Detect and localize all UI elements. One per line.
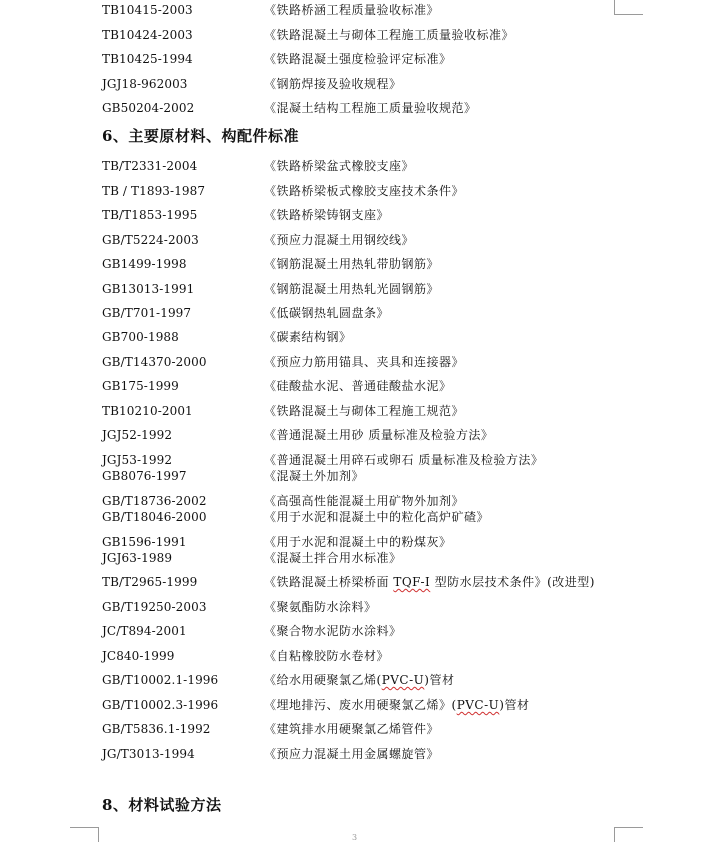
standard-title-part: 《埋地排污、废水用硬聚氯乙烯》( xyxy=(264,698,457,712)
standard-title: 《铁路混凝土与砌体工程施工质量验收标准》 xyxy=(264,28,515,42)
standard-title: 《低碳钢热轧圆盘条》 xyxy=(264,306,390,320)
standard-code: GB175-1999 xyxy=(102,379,179,393)
standard-code: TB/T1853-1995 xyxy=(102,208,198,222)
corner-mark-bottom-right-tick xyxy=(629,826,643,828)
spellcheck-underlined-text: PVC-U xyxy=(456,698,500,712)
standard-code: JGJ53-1992 xyxy=(102,453,173,467)
standard-title: 《用于水泥和混凝土中的粉煤灰》 xyxy=(264,535,452,549)
corner-mark-top-right xyxy=(614,0,629,15)
standard-code: GB/T10002.1-1996 xyxy=(102,673,219,687)
standard-code: JC840-1999 xyxy=(102,649,175,663)
spellcheck-underlined-text: PVC-U xyxy=(381,673,425,687)
corner-mark-top-right-tick xyxy=(629,14,643,16)
standard-code: TB / T1893-1987 xyxy=(102,184,206,198)
standard-code: GB700-1988 xyxy=(102,330,179,344)
corner-mark-bottom-left-tick xyxy=(70,826,84,828)
standard-code: GB/T19250-2003 xyxy=(102,600,207,614)
standard-title-part: 《给水用硬聚氯乙烯( xyxy=(264,673,382,687)
standard-title: 《钢筋混凝土用热轧光圆钢筋》 xyxy=(264,282,440,296)
standard-title: 《混凝土结构工程施工质量验收规范》 xyxy=(264,101,477,115)
standard-code: TB10415-2003 xyxy=(102,3,193,17)
standard-title: 《铁路混凝土强度检验评定标准》 xyxy=(264,52,452,66)
standard-code: GB/T10002.3-1996 xyxy=(102,698,219,712)
standard-title: 《聚合物水泥防水涂料》 xyxy=(264,624,402,638)
standard-title: 《用于水泥和混凝土中的粒化高炉矿碴》 xyxy=(264,510,490,524)
section-heading-8: 8、材料试验方法 xyxy=(102,796,222,814)
standard-title: 《铁路桥涵工程质量验收标准》 xyxy=(264,3,440,17)
standard-code: GB/T18046-2000 xyxy=(102,510,207,524)
standard-code: TB10210-2001 xyxy=(102,404,193,418)
standard-code: GB/T18736-2002 xyxy=(102,494,207,508)
standard-code: JGJ52-1992 xyxy=(102,428,173,442)
standard-code: TB10425-1994 xyxy=(102,52,193,66)
standard-title-part: 《铁路混凝土桥梁桥面 xyxy=(264,575,394,589)
standard-title: 《铁路混凝土与砌体工程施工规范》 xyxy=(264,404,465,418)
standard-title: 《预应力筋用锚具、夹具和连接器》 xyxy=(264,355,465,369)
standard-title: 《钢筋混凝土用热轧带肋钢筋》 xyxy=(264,257,440,271)
standard-code: GB/T701-1997 xyxy=(102,306,192,320)
standard-title xyxy=(264,696,529,714)
standard-title: 《铁路桥梁板式橡胶支座技术条件》 xyxy=(264,184,465,198)
standard-code: JGJ63-1989 xyxy=(102,551,173,565)
standard-code: TB/T2965-1999 xyxy=(102,575,198,589)
standard-title: 《普通混凝土用砂 质量标准及检验方法》 xyxy=(264,428,494,442)
standard-title: 《高强高性能混凝土用矿物外加剂》 xyxy=(264,494,465,508)
standard-code: GB8076-1997 xyxy=(102,469,187,483)
standard-title: 《铁路桥梁盆式橡胶支座》 xyxy=(264,159,415,173)
standard-title: 《预应力混凝土用金属螺旋管》 xyxy=(264,747,440,761)
standard-code: GB/T14370-2000 xyxy=(102,355,207,369)
standard-code: JG/T3013-1994 xyxy=(102,747,195,761)
standard-title: 《硅酸盐水泥、普通硅酸盐水泥》 xyxy=(264,379,452,393)
corner-mark-bottom-left xyxy=(84,827,99,842)
spellcheck-underlined-text: TQF-I xyxy=(393,575,431,589)
standard-code: TB/T2331-2004 xyxy=(102,159,198,173)
standard-title: 《碳素结构钢》 xyxy=(264,330,352,344)
standard-code: GB50204-2002 xyxy=(102,101,195,115)
standard-code: TB10424-2003 xyxy=(102,28,193,42)
standard-title: 《钢筋焊接及验收规程》 xyxy=(264,77,402,91)
section-heading-6: 6、主要原材料、构配件标准 xyxy=(102,127,299,145)
standard-code: GB13013-1991 xyxy=(102,282,195,296)
standard-title: 《聚氨酯防水涂料》 xyxy=(264,600,377,614)
standard-title: 《混凝土外加剂》 xyxy=(264,469,365,483)
page-number: 3 xyxy=(352,833,358,842)
standard-title: 《混凝土拌合用水标准》 xyxy=(264,551,402,565)
standard-code: GB1596-1991 xyxy=(102,535,187,549)
standard-code: GB1499-1998 xyxy=(102,257,187,271)
corner-mark-bottom-right xyxy=(614,827,629,842)
standard-title-part: 型防水层技术条件》(改进型) xyxy=(430,575,595,589)
standard-title: 《普通混凝土用碎石或卵石 质量标准及检验方法》 xyxy=(264,453,544,467)
standard-title-part: )管材 xyxy=(424,673,455,687)
standard-title: 《预应力混凝土用钢绞线》 xyxy=(264,233,415,247)
standard-title: 《铁路桥梁铸钢支座》 xyxy=(264,208,390,222)
standard-title: 《建筑排水用硬聚氯乙烯管件》 xyxy=(264,722,440,736)
standard-title: 《自粘橡胶防水卷材》 xyxy=(264,649,390,663)
standard-title xyxy=(264,671,454,689)
standard-code: JC/T894-2001 xyxy=(102,624,187,638)
standard-title xyxy=(264,573,595,591)
standard-code: GB/T5836.1-1992 xyxy=(102,722,211,736)
standard-title-part: )管材 xyxy=(499,698,530,712)
standard-code: JGJ18-962003 xyxy=(102,77,188,91)
standard-code: GB/T5224-2003 xyxy=(102,233,199,247)
